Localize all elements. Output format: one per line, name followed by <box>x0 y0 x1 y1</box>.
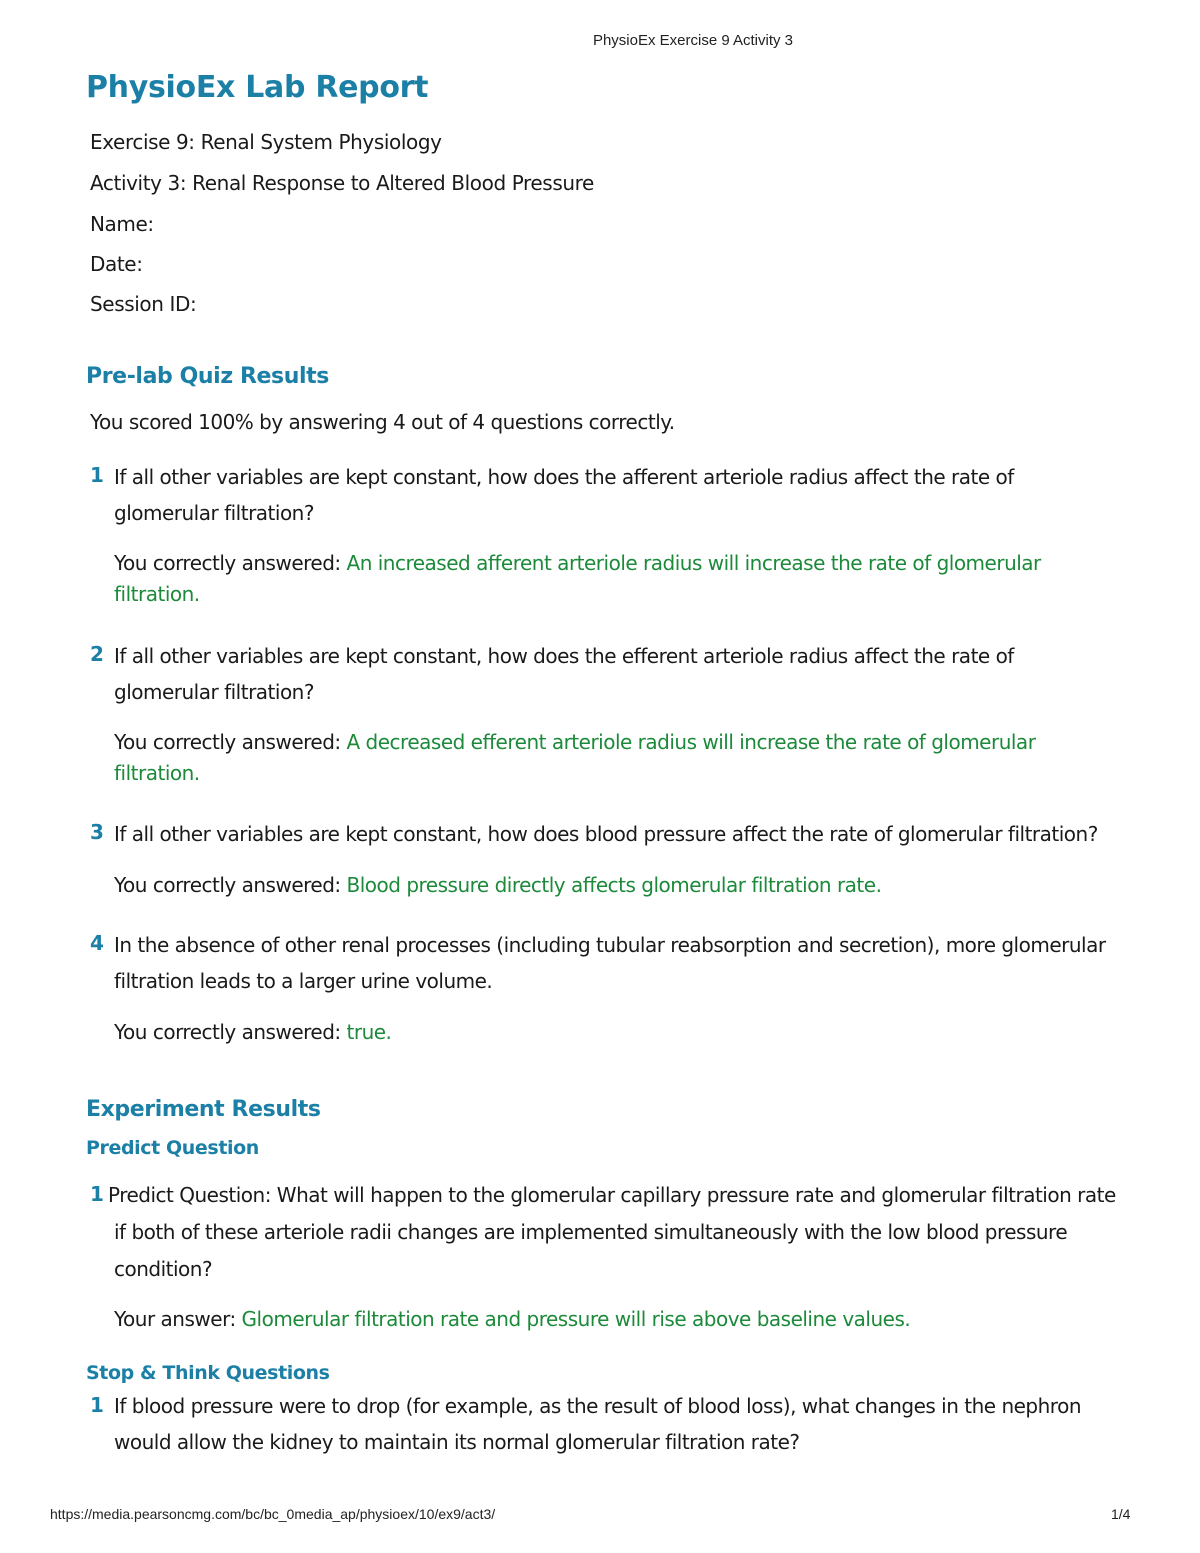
question-line: If all other variables are kept constant, how does blood pressure affect the rate of glomerular filtration? <box>114 822 1098 846</box>
prelab-score: You scored 100% by answering 4 out of 4 questions correctly. <box>90 410 675 434</box>
report-title: PhysioEx Lab Report <box>86 70 429 105</box>
exercise-line: Exercise 9: Renal System Physiology <box>90 130 442 154</box>
question-number: 2 <box>90 642 104 666</box>
predict-question <box>108 1177 1138 1288</box>
correct-answer-cont: filtration. <box>114 582 200 606</box>
question-line: filtration leads to a larger urine volume. <box>114 969 493 993</box>
page-header: PhysioEx Exercise 9 Activity 3 <box>592 32 794 49</box>
question-line: If blood pressure were to drop (for example, as the result of blood loss), what changes in the nephron <box>114 1394 1081 1418</box>
footer-url: https://media.pearsoncmg.com/bc/bc_0media_ap/physioex/10/ex9/act3/ <box>50 1506 496 1522</box>
question-number: 1 <box>90 1393 104 1417</box>
predict-line: Predict Question: What will happen to the glomerular capillary pressure rate and glomerular filtration rate <box>108 1183 1116 1207</box>
correct-answer: true. <box>346 1020 392 1044</box>
predict-heading: Predict Question <box>86 1137 259 1159</box>
correct-answer-cont: filtration. <box>114 761 200 785</box>
question-line: would allow the kidney to maintain its normal glomerular filtration rate? <box>114 1430 800 1454</box>
answer-prefix: Your answer: <box>114 1307 242 1331</box>
name-label: Name: <box>90 212 154 236</box>
question-number: 4 <box>90 931 104 955</box>
answer-block <box>114 1017 1104 1048</box>
answer-prefix: You correctly answered: <box>114 730 347 754</box>
experiment-heading: Experiment Results <box>86 1097 321 1122</box>
question-line: glomerular filtration? <box>114 501 314 525</box>
answer-block <box>114 548 1104 610</box>
predict-number: 1 <box>90 1182 104 1206</box>
correct-answer: A decreased efferent arteriole radius will increase the rate of glomerular <box>346 730 1036 754</box>
question-text <box>114 638 1124 710</box>
answer-block <box>114 870 1104 901</box>
session-id-label: Session ID: <box>90 292 197 316</box>
predict-answer-block <box>114 1304 1104 1335</box>
prelab-heading: Pre-lab Quiz Results <box>86 364 329 389</box>
predict-line: if both of these arteriole radii changes are implemented simultaneously with the low blood pressure <box>114 1220 1068 1244</box>
predict-answer: Glomerular filtration rate and pressure will rise above baseline values. <box>241 1307 911 1331</box>
question-text <box>114 816 1124 852</box>
correct-answer: An increased afferent arteriole radius will increase the rate of glomerular <box>346 551 1041 575</box>
question-line: glomerular filtration? <box>114 680 314 704</box>
stop-think-heading: Stop & Think Questions <box>86 1362 330 1384</box>
question-line: If all other variables are kept constant, how does the afferent arteriole radius affect the rate of <box>114 465 1014 489</box>
correct-answer: Blood pressure directly affects glomerular filtration rate. <box>346 873 882 897</box>
question-line: In the absence of other renal processes (including tubular reabsorption and secretion), more glomerular <box>114 933 1106 957</box>
question-text <box>114 459 1124 531</box>
stop-think-question <box>114 1388 1124 1460</box>
answer-block <box>114 727 1104 789</box>
answer-prefix: You correctly answered: <box>114 1020 347 1044</box>
question-number: 1 <box>90 463 104 487</box>
question-text <box>114 927 1124 999</box>
question-line: If all other variables are kept constant, how does the efferent arteriole radius affect the rate of <box>114 644 1014 668</box>
date-label: Date: <box>90 252 143 276</box>
question-number: 3 <box>90 820 104 844</box>
activity-line: Activity 3: Renal Response to Altered Blood Pressure <box>90 171 594 195</box>
answer-prefix: You correctly answered: <box>114 873 347 897</box>
predict-line: condition? <box>114 1257 213 1281</box>
page-number: 1/4 <box>1111 1506 1131 1522</box>
answer-prefix: You correctly answered: <box>114 551 347 575</box>
